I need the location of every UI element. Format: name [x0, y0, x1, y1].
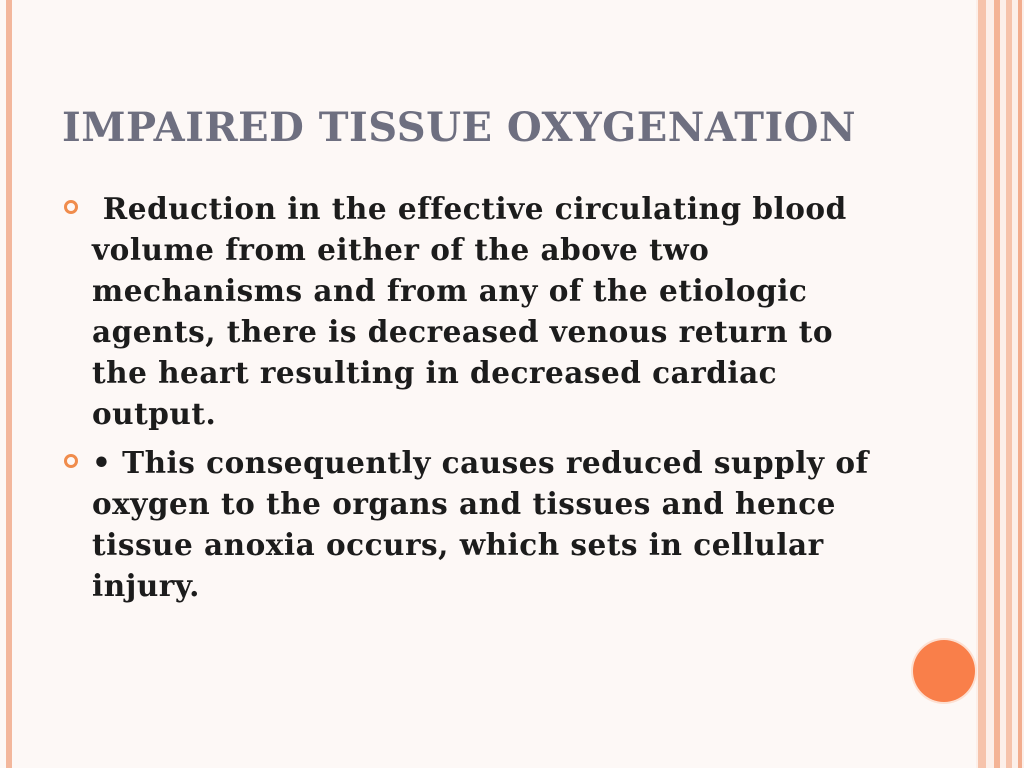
- right-border-stripe-2: [994, 0, 1000, 768]
- bullet-text: • This consequently causes reduced supply of oxygen to the organs and tissues and hence tissue anoxia occurs, which sets in cellular injury.: [92, 445, 880, 603]
- bullet-list: [62, 188, 892, 614]
- left-border-stripe: [6, 0, 12, 768]
- bullet-circle-icon: [64, 454, 78, 468]
- orange-circle-decoration: [913, 640, 975, 702]
- bullet-item: [62, 188, 892, 434]
- bullet-text: Reduction in the effective circulating blood volume from either of the above two mechanisms and from any of the etiologic agents, there is decreased venous return to the heart resulting in decreased cardiac output.: [92, 191, 858, 431]
- slide-title: IMPAIRED TISSUE OXYGENATION: [62, 104, 857, 151]
- right-border-stripe-4: [1018, 0, 1022, 768]
- right-border-stripe-3: [1006, 0, 1012, 768]
- bullet-circle-icon: [64, 200, 78, 214]
- bullet-item: [62, 442, 892, 606]
- right-border-stripe-1: [978, 0, 986, 768]
